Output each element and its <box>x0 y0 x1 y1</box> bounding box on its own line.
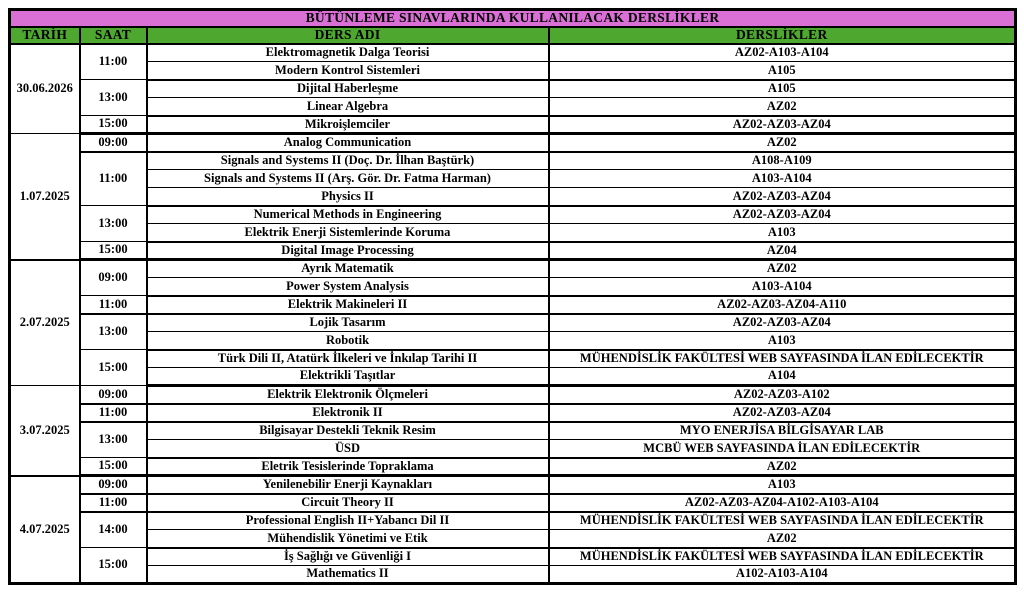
rooms-cell: AZ02 <box>549 260 1016 278</box>
schedule-row <box>10 116 1016 134</box>
time-cell: 09:00 <box>80 476 147 494</box>
column-header-time: SAAT <box>80 27 147 44</box>
rooms-cell: AZ02-AZ03-AZ04 <box>549 206 1016 224</box>
schedule-row <box>10 458 1016 476</box>
schedule-row <box>10 530 1016 548</box>
schedule-row <box>10 152 1016 170</box>
course-name-cell: Elektromagnetik Dalga Teorisi <box>147 44 549 62</box>
time-cell: 13:00 <box>80 206 147 242</box>
date-cell: 4.07.2025 <box>10 476 80 584</box>
schedule-row <box>10 170 1016 188</box>
column-header-rooms: DERSLİKLER <box>549 27 1016 44</box>
schedule-row <box>10 422 1016 440</box>
schedule-row <box>10 224 1016 242</box>
course-name-cell: Mühendislik Yönetimi ve Etik <box>147 530 549 548</box>
schedule-body <box>10 44 1016 584</box>
schedule-row <box>10 548 1016 566</box>
time-cell: 09:00 <box>80 386 147 404</box>
rooms-cell: AZ04 <box>549 242 1016 260</box>
schedule-row <box>10 62 1016 80</box>
column-header-course: DERS ADI <box>147 27 549 44</box>
rooms-cell: A103 <box>549 476 1016 494</box>
rooms-cell: A105 <box>549 80 1016 98</box>
course-name-cell: Ayrık Matematik <box>147 260 549 278</box>
header-row <box>10 27 1016 44</box>
time-cell: 13:00 <box>80 422 147 458</box>
rooms-cell: AZ02-A103-A104 <box>549 44 1016 62</box>
schedule-row <box>10 80 1016 98</box>
schedule-row <box>10 296 1016 314</box>
time-cell: 15:00 <box>80 116 147 134</box>
column-header-date: TARİH <box>10 27 80 44</box>
time-cell: 15:00 <box>80 458 147 476</box>
date-cell: 30.06.2026 <box>10 44 80 134</box>
schedule-row <box>10 242 1016 260</box>
rooms-cell: AZ02 <box>549 98 1016 116</box>
schedule-row <box>10 98 1016 116</box>
rooms-cell: AZ02 <box>549 134 1016 152</box>
time-cell: 13:00 <box>80 80 147 116</box>
schedule-row <box>10 332 1016 350</box>
course-name-cell: Elektrik Elektronik Ölçmeleri <box>147 386 549 404</box>
rooms-cell: AZ02-AZ03-AZ04 <box>549 188 1016 206</box>
course-name-cell: Elektrik Enerji Sistemlerinde Koruma <box>147 224 549 242</box>
course-name-cell: Physics II <box>147 188 549 206</box>
date-cell: 1.07.2025 <box>10 134 80 260</box>
time-cell: 09:00 <box>80 134 147 152</box>
schedule-row <box>10 188 1016 206</box>
schedule-row <box>10 476 1016 494</box>
course-name-cell: Power System Analysis <box>147 278 549 296</box>
rooms-cell: MÜHENDİSLİK FAKÜLTESİ WEB SAYFASINDA İLAN EDİLECEKTİR <box>549 512 1016 530</box>
rooms-cell: A103 <box>549 332 1016 350</box>
course-name-cell: İş Sağlığı ve Güvenliği I <box>147 548 549 566</box>
course-name-cell: Numerical Methods in Engineering <box>147 206 549 224</box>
course-name-cell: Dijital Haberleşme <box>147 80 549 98</box>
time-cell: 11:00 <box>80 404 147 422</box>
rooms-cell: AZ02-AZ03-AZ04 <box>549 314 1016 332</box>
schedule-row <box>10 278 1016 296</box>
course-name-cell: Bilgisayar Destekli Teknik Resim <box>147 422 549 440</box>
rooms-cell: AZ02-AZ03-AZ04 <box>549 116 1016 134</box>
rooms-cell: A102-A103-A104 <box>549 566 1016 584</box>
course-name-cell: Linear Algebra <box>147 98 549 116</box>
course-name-cell: Elektrik Makineleri II <box>147 296 549 314</box>
schedule-row <box>10 206 1016 224</box>
course-name-cell: Modern Kontrol Sistemleri <box>147 62 549 80</box>
course-name-cell: Analog Communication <box>147 134 549 152</box>
rooms-cell: MÜHENDİSLİK FAKÜLTESİ WEB SAYFASINDA İLAN EDİLECEKTİR <box>549 548 1016 566</box>
schedule-row <box>10 440 1016 458</box>
schedule-row <box>10 512 1016 530</box>
course-name-cell: Signals and Systems II (Arş. Gör. Dr. Fatma Harman) <box>147 170 549 188</box>
schedule-row <box>10 260 1016 278</box>
course-name-cell: Professional English II+Yabancı Dil II <box>147 512 549 530</box>
schedule-row <box>10 134 1016 152</box>
date-cell: 2.07.2025 <box>10 260 80 386</box>
schedule-row <box>10 44 1016 62</box>
rooms-cell: A103-A104 <box>549 170 1016 188</box>
time-cell: 15:00 <box>80 350 147 386</box>
course-name-cell: Signals and Systems II (Doç. Dr. İlhan Baştürk) <box>147 152 549 170</box>
course-name-cell: Mikroişlemciler <box>147 116 549 134</box>
rooms-cell: AZ02-AZ03-A102 <box>549 386 1016 404</box>
course-name-cell: Eletrik Tesislerinde Topraklama <box>147 458 549 476</box>
schedule-row <box>10 350 1016 368</box>
time-cell: 11:00 <box>80 152 147 206</box>
course-name-cell: Robotik <box>147 332 549 350</box>
time-cell: 09:00 <box>80 260 147 296</box>
time-cell: 11:00 <box>80 296 147 314</box>
course-name-cell: Elektrikli Taşıtlar <box>147 368 549 386</box>
course-name-cell: Digital Image Processing <box>147 242 549 260</box>
course-name-cell: Circuit Theory II <box>147 494 549 512</box>
schedule-row <box>10 386 1016 404</box>
time-cell: 11:00 <box>80 44 147 80</box>
time-cell: 11:00 <box>80 494 147 512</box>
rooms-cell: AZ02-AZ03-AZ04 <box>549 404 1016 422</box>
schedule-row <box>10 368 1016 386</box>
course-name-cell: Yenilenebilir Enerji Kaynakları <box>147 476 549 494</box>
rooms-cell: AZ02 <box>549 458 1016 476</box>
rooms-cell: MCBÜ WEB SAYFASINDA İLAN EDİLECEKTİR <box>549 440 1016 458</box>
rooms-cell: A105 <box>549 62 1016 80</box>
course-name-cell: Lojik Tasarım <box>147 314 549 332</box>
rooms-cell: A103 <box>549 224 1016 242</box>
time-cell: 13:00 <box>80 314 147 350</box>
rooms-cell: A103-A104 <box>549 278 1016 296</box>
rooms-cell: MYO ENERJİSA BİLGİSAYAR LAB <box>549 422 1016 440</box>
course-name-cell: Türk Dili II, Atatürk İlkeleri ve İnkılap Tarihi II <box>147 350 549 368</box>
rooms-cell: A108-A109 <box>549 152 1016 170</box>
course-name-cell: Mathematics II <box>147 566 549 584</box>
time-cell: 15:00 <box>80 548 147 584</box>
date-cell: 3.07.2025 <box>10 386 80 476</box>
rooms-cell: AZ02-AZ03-AZ04-A102-A103-A104 <box>549 494 1016 512</box>
course-name-cell: ÜSD <box>147 440 549 458</box>
time-cell: 15:00 <box>80 242 147 260</box>
schedule-row <box>10 404 1016 422</box>
schedule-row <box>10 494 1016 512</box>
exam-schedule-table <box>8 8 1017 585</box>
schedule-row <box>10 566 1016 584</box>
title-row <box>10 10 1016 27</box>
rooms-cell: AZ02-AZ03-AZ04-A110 <box>549 296 1016 314</box>
time-cell: 14:00 <box>80 512 147 548</box>
rooms-cell: AZ02 <box>549 530 1016 548</box>
rooms-cell: MÜHENDİSLİK FAKÜLTESİ WEB SAYFASINDA İLAN EDİLECEKTİR <box>549 350 1016 368</box>
schedule-row <box>10 314 1016 332</box>
table-title: BÜTÜNLEME SINAVLARINDA KULLANILACAK DERSLİKLER <box>10 10 1016 27</box>
course-name-cell: Elektronik II <box>147 404 549 422</box>
rooms-cell: A104 <box>549 368 1016 386</box>
